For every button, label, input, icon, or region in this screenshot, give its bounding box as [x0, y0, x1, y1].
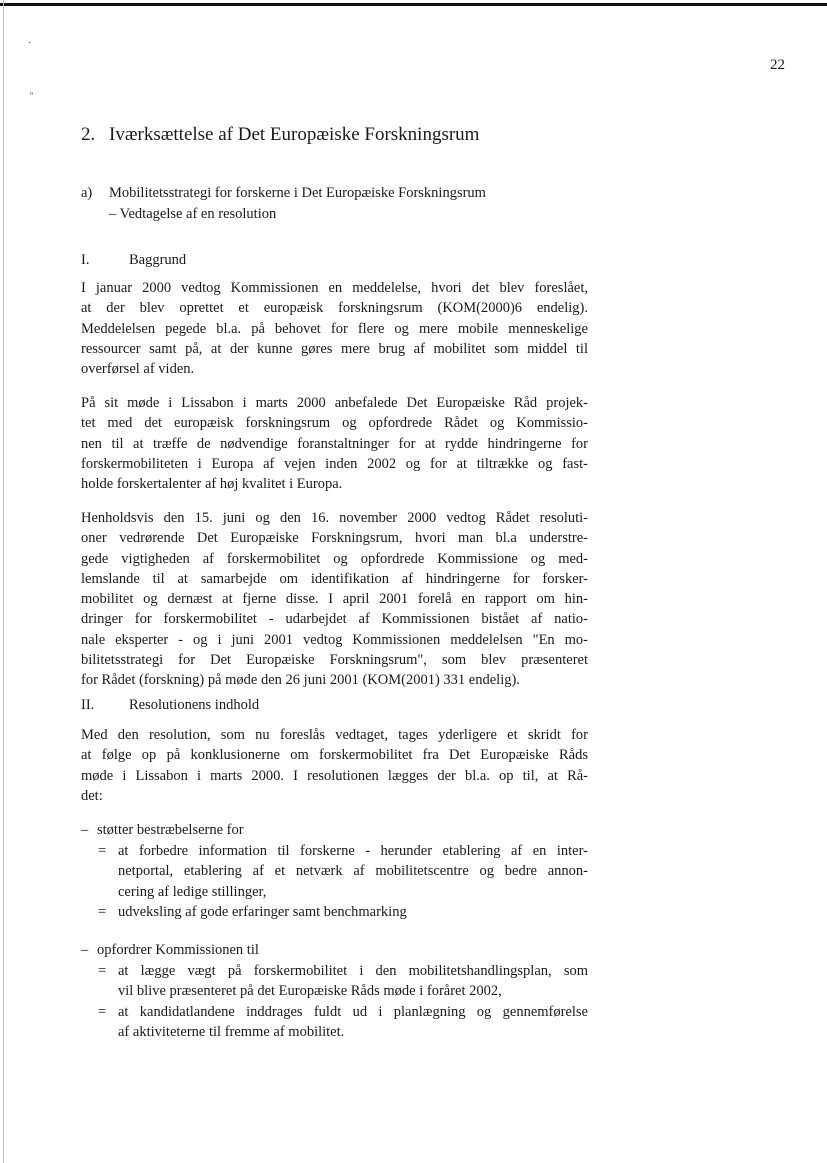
section-heading-title: Baggrund: [129, 252, 187, 268]
bullet-text: opfordrer Kommissionen til: [97, 942, 259, 958]
text-line: holde forskertalenter af høj kvalitet i Europa.: [81, 476, 343, 493]
text-line: Med den resolution, som nu foreslås vedtaget, tages yderligere et skridt for: [81, 727, 588, 743]
paragraph: [81, 725, 588, 806]
text-line: at lægge vægt på forskermobilitet i den mobilitetshandlingsplan, som: [118, 963, 588, 979]
text-line: mobilitet og dernæst at fjerne disse. I april 2001 forelå en rapport om hin-: [81, 591, 588, 608]
bullet-dash: –: [81, 822, 89, 838]
bullet-dash: –: [81, 942, 89, 958]
text-line: tet med det europæisk forskningsrum og opfordrede Rådet og Kommissio-: [81, 415, 588, 432]
text-line: dringer for forskermobilitet - udarbejdet af Kommissionen bistået af natio-: [81, 611, 588, 628]
sub-bullet-text: [118, 961, 588, 1002]
text-line: lemslande til at samarbejde om identifikation af hindringerne for forsker-: [81, 570, 588, 587]
text-line: nen til at træffe de nødvendige foranstaltninger for at rydde hindringerne for: [81, 435, 588, 452]
sub-bullet-text: [118, 841, 588, 902]
text-line: vil blive præsenteret på det Europæiske Råds møde i foråret 2002,: [118, 983, 502, 1000]
sub-bullet-mark: =: [98, 963, 107, 979]
text-line: netportal, etablering af et netværk af mobilitetscentre og bedre annon-: [118, 863, 588, 880]
section-number: 2.: [81, 124, 96, 145]
scan-top-border: [0, 3, 827, 6]
paragraph: [81, 393, 588, 494]
subsection-label: a): [81, 185, 93, 201]
text-line: bilitetsstrategi for Det Europæiske Forskningsrum", som blev præsenteret: [81, 652, 588, 669]
subsection-title: Mobilitetsstrategi for forskerne i Det Europæiske Forskningsrum: [109, 185, 486, 201]
page-number: 22: [770, 57, 785, 73]
text-line: at kandidatlandene inddrages fuldt ud i planlægning og gennemførelse: [118, 1004, 588, 1020]
section-roman-numeral: I.: [81, 252, 90, 268]
text-line: cering af ledige stillinger,: [118, 883, 267, 900]
text-line: På sit møde i Lissabon i marts 2000 anbefalede Det Europæiske Råd projek-: [81, 395, 588, 411]
scan-left-border: [3, 0, 4, 1163]
text-line: I januar 2000 vedtog Kommissionen en meddelelse, hvori det blev foreslået,: [81, 280, 588, 296]
section-roman-numeral: II.: [81, 697, 95, 713]
text-line: udveksling af gode erfaringer samt benchmarking: [118, 904, 407, 920]
text-line: af aktiviteterne til fremme af mobilitet.: [118, 1024, 345, 1041]
text-line: gede vigtigheden af forskermobilitet og opfordrede Kommissione og med-: [81, 550, 588, 567]
sub-bullet-mark: =: [98, 843, 107, 859]
paragraph: [81, 278, 588, 379]
text-line: for Rådet (forskning) på møde den 26 juni 2001 (KOM(2001) 331 endelig).: [81, 672, 520, 689]
section-heading-title: Resolutionens indhold: [129, 697, 260, 713]
text-line: Meddelelsen pegede bl.a. på behovet for flere og mere mobile menneskelige: [81, 320, 588, 337]
bullet-text: støtter bestræbelserne for: [97, 822, 244, 838]
section-heading: [81, 124, 479, 146]
scan-speck: ₒ: [30, 86, 33, 97]
sub-bullet-text: [118, 1002, 588, 1043]
text-line: overførsel af viden.: [81, 361, 195, 378]
text-line: at forbedre information til forskerne - herunder etablering af en inter-: [118, 843, 588, 859]
text-line: at følge op på konklusionerne om forskermobilitet fra Det Europæiske Råds: [81, 747, 588, 764]
text-line: møde i Lissabon i marts 2000. I resolutionen lægges der bl.a. op til, at Rå-: [81, 767, 588, 784]
text-line: at der blev oprettet et europæisk forskningsrum (KOM(2000)6 endelig).: [81, 300, 588, 317]
text-line: forskermobiliteten i Europa af vejen inden 2002 og for at tiltrække og fast-: [81, 455, 588, 472]
text-line: oner vedrørende Det Europæiske Forskningsrum, hvori man bl.a understre-: [81, 530, 588, 547]
section-title: Iværksættelse af Det Europæiske Forskningsrum: [109, 124, 480, 145]
text-line: nale eksperter - og i juni 2001 vedtog Kommissionen meddelelsen "En mo-: [81, 631, 588, 648]
sub-bullet-mark: =: [98, 1004, 107, 1020]
scan-speck: ·: [28, 38, 32, 49]
sub-bullet-mark: =: [98, 904, 107, 920]
text-line: ressourcer samt på, at der kunne gøres mere brug af mobilitet som middel til: [81, 340, 588, 357]
paragraph: [81, 508, 588, 691]
sub-bullet-text: [118, 902, 588, 922]
text-line: Henholdsvis den 15. juni og den 16. november 2000 vedtog Rådet resoluti-: [81, 510, 588, 526]
subsection-subtitle: – Vedtagelse af en resolution: [109, 206, 277, 222]
text-line: det:: [81, 787, 103, 804]
